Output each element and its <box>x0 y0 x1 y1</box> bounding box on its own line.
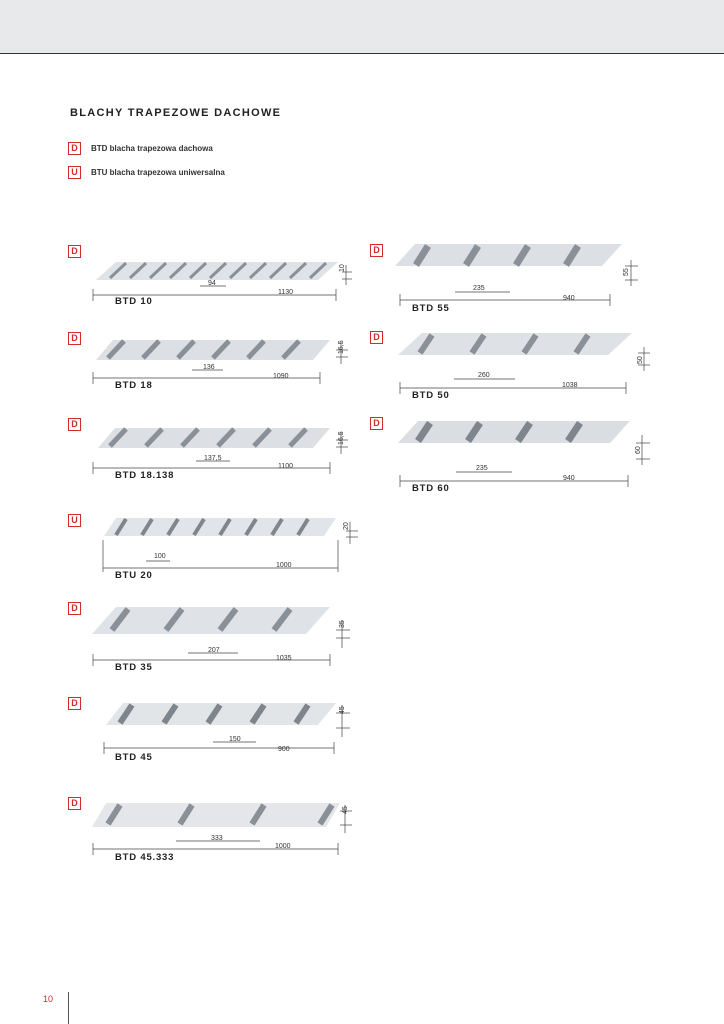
product-name: BTD 35 <box>115 662 153 673</box>
product-name: BTD 45 <box>115 752 153 763</box>
legend-badge-d: D <box>68 142 81 155</box>
width-label: 1038 <box>562 382 578 389</box>
sheet-profile-illustration <box>68 797 353 877</box>
legend-text-btu: BTU blacha trapezowa uniwersalna <box>91 168 225 177</box>
pitch-label: 136 <box>203 364 215 371</box>
product-name: BTD 55 <box>412 303 450 314</box>
height-label: 16,5 <box>338 431 345 445</box>
width-label: 1100 <box>278 463 294 470</box>
height-label: 60 <box>635 446 642 454</box>
width-label: 900 <box>278 746 290 753</box>
height-label: 45 <box>342 806 349 814</box>
width-label: 1130 <box>278 289 294 296</box>
product-name: BTU 20 <box>115 570 153 581</box>
product-btd-55 <box>370 244 650 324</box>
product-badge: D <box>68 332 81 345</box>
product-name: BTD 60 <box>412 483 450 494</box>
sheet-profile-illustration <box>68 418 353 498</box>
width-label: 940 <box>563 475 575 482</box>
height-label: 55 <box>623 268 630 276</box>
pitch-label: 137,5 <box>204 455 222 462</box>
legend-text-btd: BTD blacha trapezowa dachowa <box>91 144 213 153</box>
pitch-label: 235 <box>473 285 485 292</box>
dimension-labels <box>68 245 358 325</box>
product-badge: D <box>370 417 383 430</box>
legend-item-btd <box>68 141 213 156</box>
product-name: BTD 10 <box>115 296 153 307</box>
product-btd-45 <box>68 697 348 777</box>
product-badge: D <box>68 697 81 710</box>
product-name: BTD 18 <box>115 380 153 391</box>
product-name: BTD 18.138 <box>115 470 175 481</box>
width-label: 1035 <box>276 655 292 662</box>
top-band <box>0 0 724 54</box>
product-btd-18-138 <box>68 418 348 498</box>
height-label: 45 <box>339 706 346 714</box>
product-name: BTD 45.333 <box>115 852 175 863</box>
product-badge: D <box>68 245 81 258</box>
product-badge: D <box>68 418 81 431</box>
product-btd-18 <box>68 332 348 412</box>
product-btd-10 <box>68 245 348 325</box>
product-badge: D <box>370 244 383 257</box>
pitch-label: 235 <box>476 465 488 472</box>
pitch-label: 100 <box>154 553 166 560</box>
sheet-profile-illustration <box>68 697 353 777</box>
width-label: 1090 <box>273 373 289 380</box>
sheet-profile-illustration <box>68 332 353 412</box>
height-label: 16,5 <box>338 340 345 354</box>
product-badge: U <box>68 514 81 527</box>
product-name: BTD 50 <box>412 390 450 401</box>
pitch-label: 207 <box>208 647 220 654</box>
legend-badge-u: U <box>68 166 81 179</box>
product-badge: D <box>68 797 81 810</box>
legend-item-btu <box>68 165 225 180</box>
product-btd-60 <box>370 417 650 497</box>
product-badge: D <box>370 331 383 344</box>
product-btu-20 <box>68 514 348 594</box>
page-title: BLACHY TRAPEZOWE DACHOWE <box>70 107 282 119</box>
page-number: 10 <box>43 994 54 1004</box>
width-label: 1000 <box>276 562 292 569</box>
product-badge: D <box>68 602 81 615</box>
sheet-profile-illustration <box>68 514 358 594</box>
height-label: 10 <box>339 264 346 272</box>
pitch-label: 260 <box>478 372 490 379</box>
pitch-label: 150 <box>229 736 241 743</box>
height-label: 20 <box>343 522 350 530</box>
product-btd-35 <box>68 602 348 682</box>
sheet-profile-illustration <box>68 602 353 682</box>
pitch-label: 94 <box>208 280 216 287</box>
pitch-label: 333 <box>211 835 223 842</box>
page-divider <box>68 992 69 1024</box>
width-label: 940 <box>563 295 575 302</box>
height-label: 50 <box>637 356 644 364</box>
product-btd-45-333 <box>68 797 348 877</box>
height-label: 35 <box>339 620 346 628</box>
width-label: 1000 <box>275 843 291 850</box>
product-btd-50 <box>370 331 650 411</box>
